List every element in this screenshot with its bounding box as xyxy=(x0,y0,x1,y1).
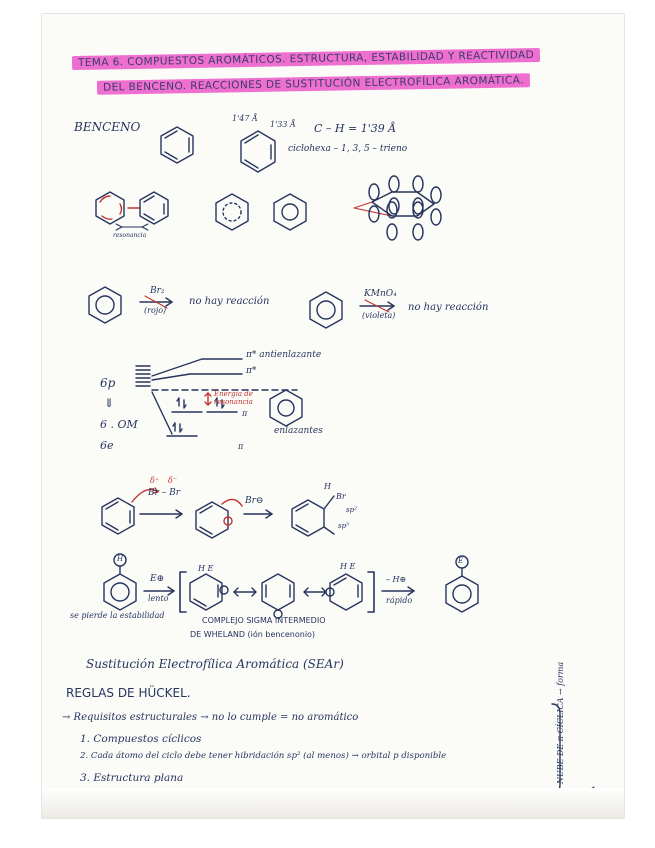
pi-cloud-side-note: NUBE DE π CÍCLICA → forma xyxy=(556,661,565,784)
pi-label-2: π xyxy=(238,442,244,451)
benzene-mo-icon xyxy=(270,390,302,426)
page-bottom-shadow xyxy=(42,788,624,818)
sear-label: Sustitución Electrofílica Aromática (SEAr) xyxy=(86,657,344,671)
benceno-label: BENCENO xyxy=(74,120,141,134)
bond-length-1: 1'47 Å xyxy=(232,114,258,123)
benzene-kekule-icon xyxy=(161,127,193,163)
kmno4-label: KMnO₄ xyxy=(364,289,397,299)
addition-product-icon xyxy=(292,496,334,536)
huckel-title: REGLAS DE HÜCKEL. xyxy=(66,686,191,700)
br-br-label: Br – Br xyxy=(148,488,181,498)
six-om-label: 6 . OM xyxy=(100,418,138,431)
huckel-rule-2: 2. Cada átomo del ciclo debe tener hibridación sp² (al menos) → orbital p disponible xyxy=(80,751,447,761)
br-label: Br xyxy=(336,492,346,501)
rojo-label: (rojo) xyxy=(144,306,167,315)
slow-label: lento xyxy=(148,594,169,603)
h-top-label: H xyxy=(117,555,124,563)
pi-star-label: π* xyxy=(246,366,257,376)
fast-label: rápido xyxy=(386,596,413,605)
h-label: H xyxy=(324,482,331,491)
benzene-br2-icon xyxy=(89,287,121,323)
notebook-page xyxy=(42,14,624,818)
ch-bond-length: C – H = 1'39 Å xyxy=(314,122,397,135)
no-reaction-1: no hay reacción xyxy=(189,296,270,307)
down-arrow: ⇓ xyxy=(104,396,115,410)
resonance-label: resonancia xyxy=(113,232,147,239)
no-reaction-2: no hay reacción xyxy=(408,302,489,313)
he-label-3: H E xyxy=(340,562,356,571)
he-label-1: H E xyxy=(198,564,214,573)
wheland-3-icon xyxy=(326,574,362,610)
cyclohexatriene-label: ciclohexa – 1, 3, 5 – trieno xyxy=(288,144,408,154)
br-minus-label: Br⊖ xyxy=(245,496,264,506)
cation-intermediate-icon xyxy=(196,499,242,538)
sp3-label: sp³ xyxy=(338,522,349,530)
benzene-dashed-icon xyxy=(216,194,248,230)
br2-label: Br₂ xyxy=(150,286,165,296)
stability-lost-label: se pierde la estabilidad xyxy=(70,611,165,620)
pi-label-1: π xyxy=(242,409,248,418)
minus-h-label: – H⊕ xyxy=(386,575,407,584)
resonance-energy-label: Energía de resonancia xyxy=(214,390,253,406)
bonding-label: enlazantes xyxy=(274,426,323,436)
p-orbitals-icon xyxy=(354,176,441,240)
benzene-circle-icon xyxy=(274,194,306,230)
cyclohexatriene-icon xyxy=(241,131,275,172)
resonance-right-icon xyxy=(140,192,168,224)
delta-minus: δ⁻ xyxy=(168,476,178,485)
electrophile-label: E⊕ xyxy=(150,574,165,584)
six-e-label: 6e xyxy=(100,439,114,452)
title-line-2: DEL BENCENO. REACCIONES DE SUSTITUCIÓN ELECTROFÍLICA AROMÁTICA. xyxy=(97,73,530,95)
huckel-rule-1: 1. Compuestos cíclicos xyxy=(80,733,202,745)
wheland-2-icon xyxy=(262,574,294,618)
sp2-label: sp² xyxy=(346,506,357,514)
bond-length-2: 1'33 Å xyxy=(270,120,296,129)
huckel-rule-3: 3. Estructura plana xyxy=(80,772,184,784)
wheland-1-icon xyxy=(190,574,228,610)
benzene-kmno4-icon xyxy=(310,292,342,328)
title-line-1: TEMA 6. COMPUESTOS AROMÁTICOS. ESTRUCTURA, ESTABILIDAD Y REACTIVIDAD xyxy=(72,48,540,70)
e-label: E xyxy=(458,557,464,565)
violeta-label: (violeta) xyxy=(362,311,396,320)
six-p-label: 6p xyxy=(100,376,116,390)
resonance-left-icon xyxy=(96,192,124,224)
delta-plus: δ⁺ xyxy=(150,476,160,485)
huckel-requirements: → Requisitos estructurales → no lo cumple = no aromático xyxy=(62,712,359,723)
sigma-complex-label-1: COMPLEJO SIGMA INTERMEDIO xyxy=(202,616,326,625)
antibonding-label: π* antienlazante xyxy=(246,350,322,360)
sigma-complex-label-2: DE WHELAND (ión bencenonio) xyxy=(190,630,316,639)
